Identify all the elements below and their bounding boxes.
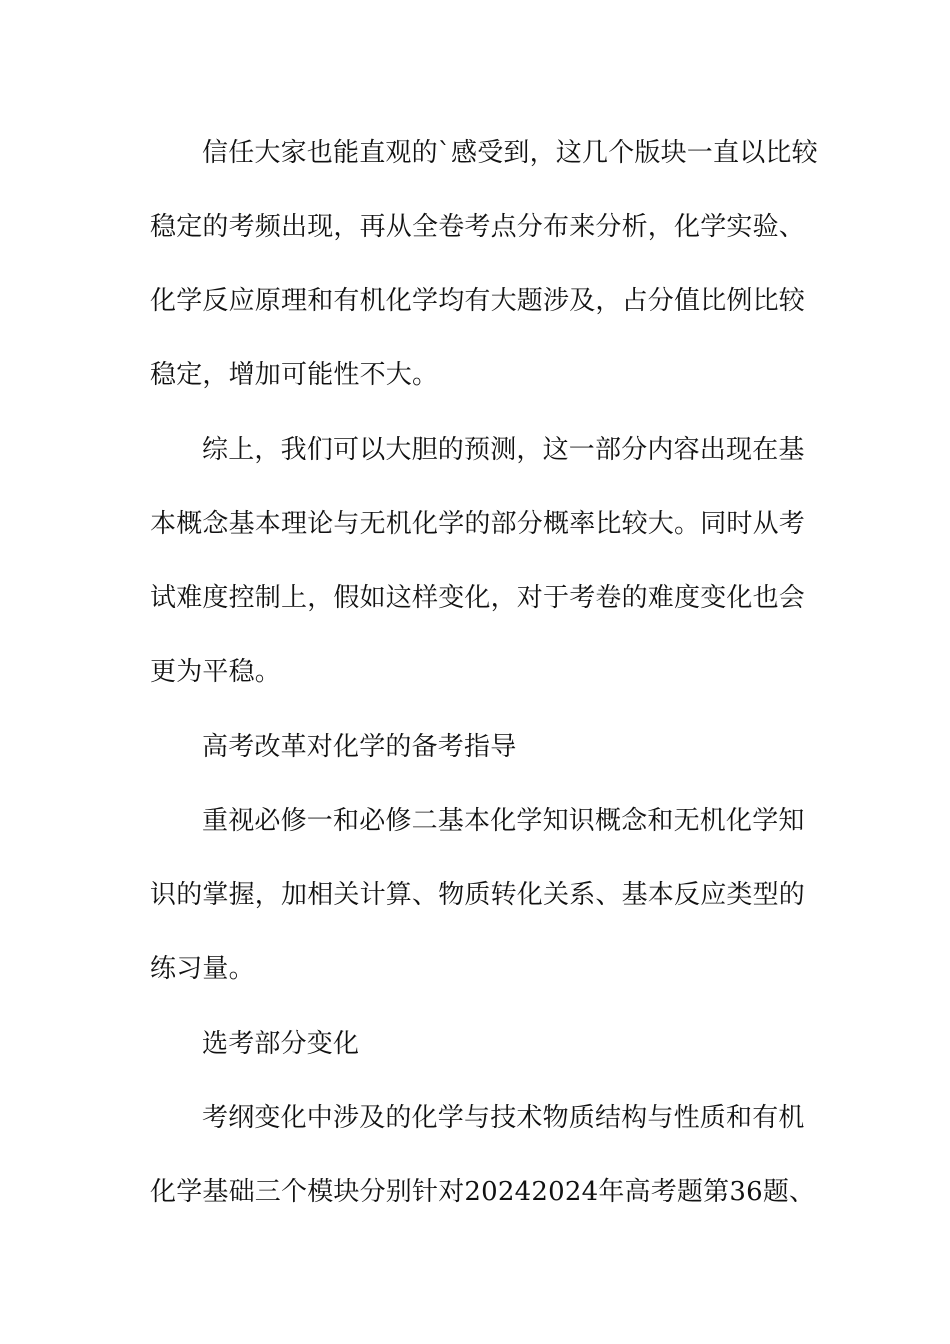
paragraph-line: 稳定，增加可能性不大。 <box>150 360 439 390</box>
paragraph-line: 更为平稳。 <box>150 657 282 687</box>
section-heading: 高考改革对化学的备考指导 <box>202 732 517 762</box>
paragraph-line: 综上，我们可以大胆的预测，这一部分内容出现在基 <box>202 435 805 465</box>
paragraph-line: 识的掌握，加相关计算、物质转化关系、基本反应类型的 <box>150 880 806 910</box>
paragraph-line: 化学基础三个模块分别针对20242024年高考题第36题、 <box>150 1177 816 1207</box>
paragraph-line: 重视必修一和必修二基本化学知识概念和无机化学知 <box>202 806 805 836</box>
section-heading: 选考部分变化 <box>202 1029 360 1059</box>
paragraph-line: 稳定的考频出现，再从全卷考点分布来分析，化学实验、 <box>150 212 806 242</box>
paragraph-line: 考纲变化中涉及的化学与技术物质结构与性质和有机 <box>202 1103 805 1133</box>
paragraph-line: 信任大家也能直观的`感受到，这几个版块一直以比较 <box>202 138 818 168</box>
paragraph-line: 试难度控制上，假如这样变化，对于考卷的难度变化也会 <box>150 583 806 613</box>
paragraph-line: 化学反应原理和有机化学均有大题涉及，占分值比例比较 <box>150 286 806 316</box>
paragraph-line: 练习量。 <box>150 954 255 984</box>
paragraph-line: 本概念基本理论与无机化学的部分概率比较大。同时从考 <box>150 509 806 539</box>
